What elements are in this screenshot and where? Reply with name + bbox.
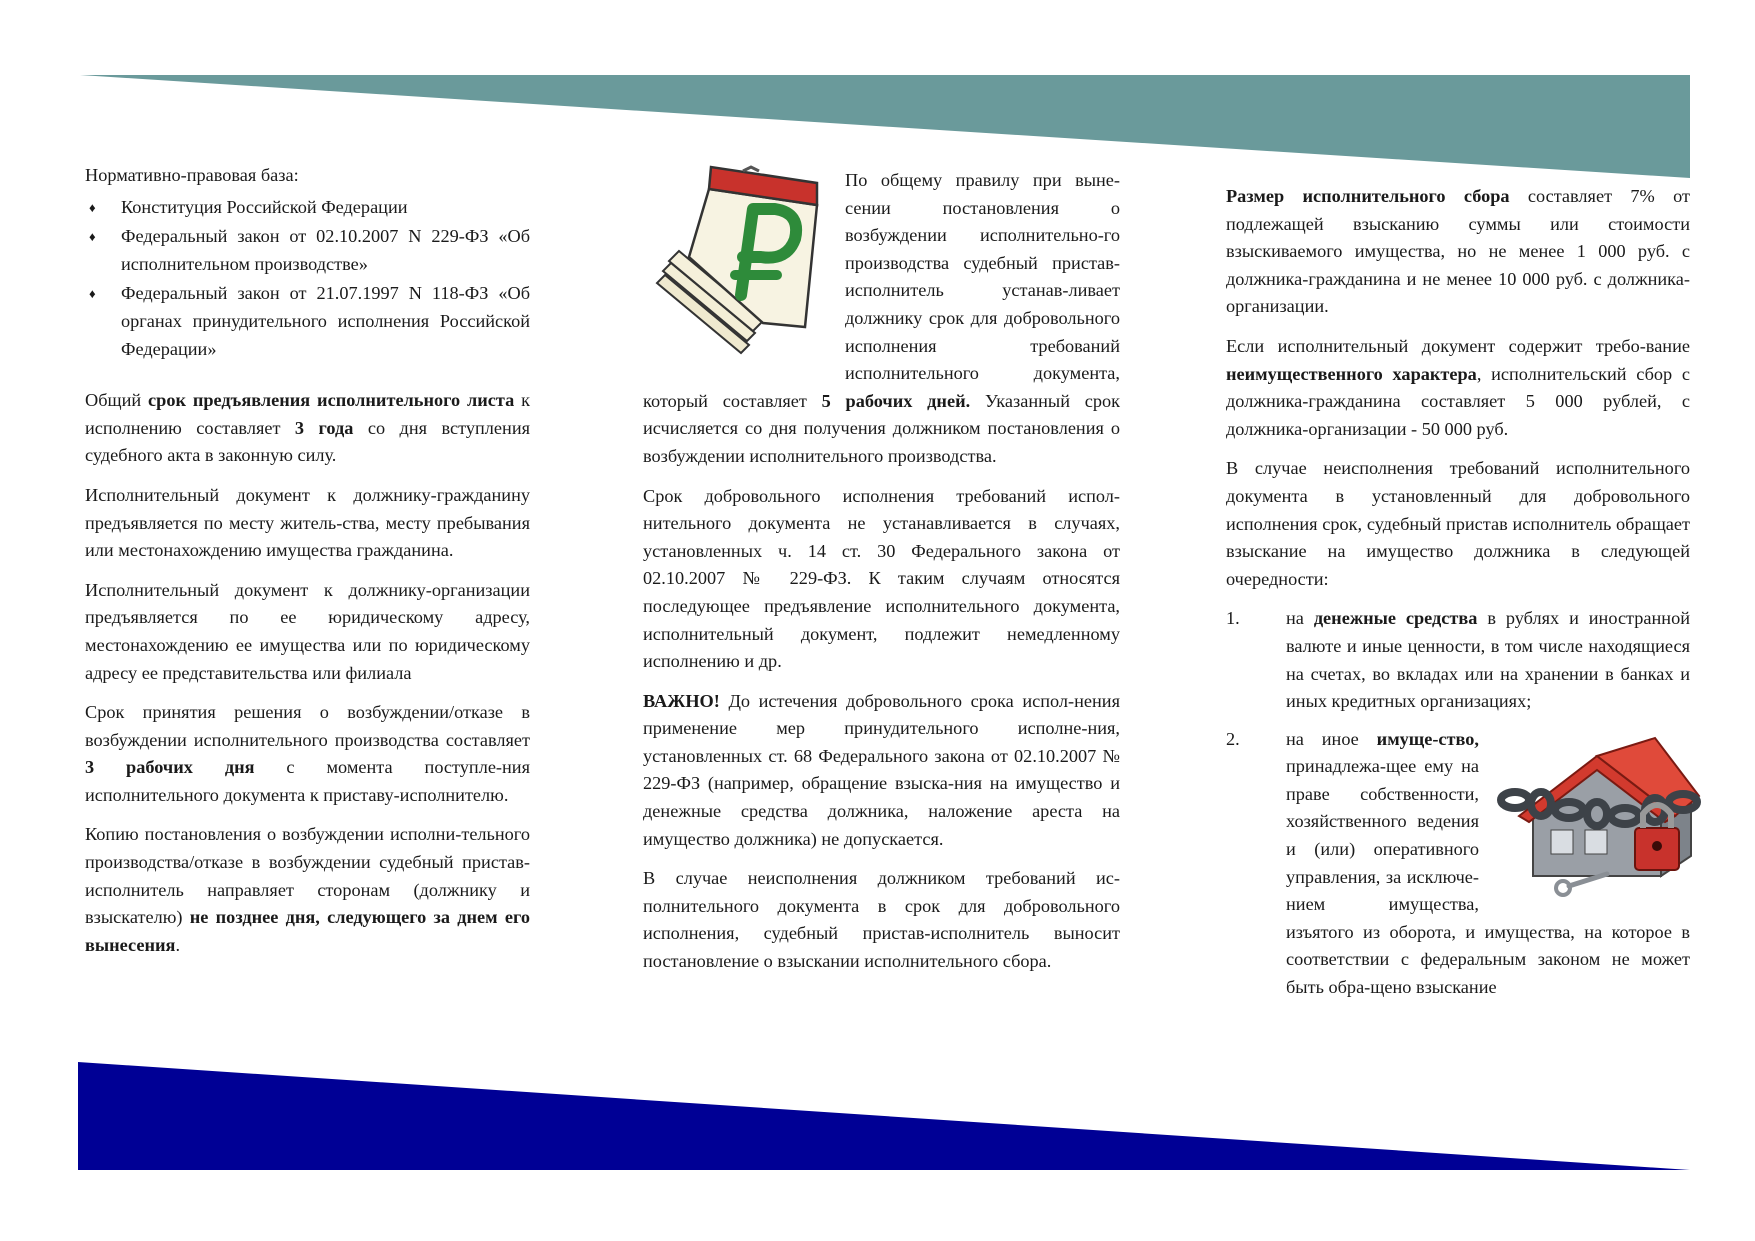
organization-debtor-paragraph: Исполнительный документ к должнику-организации предъявляется по ее юридическому адресу, местонахождению ее имущества или по юридическому адресу ее представительства или филиала [85,579,530,683]
fee-size-paragraph: Размер исполнительного сбора составляет 7% от подлежащей взысканию суммы или стоимости взыскиваемого имущества, но не менее 1 000 руб. с должника-гражданина и не менее 10 000 руб. с должника-организации. [1226,186,1690,317]
ruble-calendar-icon [637,157,837,362]
presentation-term-paragraph: Общий срок предъявления исполнительного листа к исполнению составляет 3 года со дня вступления судебного акта в законную силу. [85,390,531,466]
list-item: 2. на иное имуще-ство, принадлежа-щее ему на праве собственности, хозяйственного ведения и (или) оперативного управления, за исключе-нием имущества, изъятого из оборота, и имущества, на которое в соответствии с федеральным законом не может быть обра-щено взыскание [1226,726,1690,1002]
important-notice-paragraph: ВАЖНО! До истечения добровольного срока испол-нения применение мер принудительного исполне-ния, установленных ст. 68 Федерального закона от 02.10.2007 № 229-ФЗ (например, обращение взыска-ния на имущество и денежные средства должника, наложение ареста на имущество должника) не допускается. [643,690,1120,849]
column-voluntary-term [643,167,1120,988]
voluntary-term-paragraph: По общему правилу при выне-сении постановления о возбуждении исполнительно-го производства судебный пристав-исполнитель устанав-ливает должнику срок для добровольного исполнения требований исполнительного документа, который составляет 5 рабочих дней. Указанный срок исчисляется со дня получения должником постановления о возбуждении исполнительного производства. [643,170,1121,466]
bottom-navy-band [78,1062,1690,1170]
no-voluntary-term-paragraph: Срок добровольного исполнения требований испол-нительного документа не устанавливается в случаях, установленных ч. 14 ст. 30 Федерального закона от 02.10.2007 № 229-ФЗ. К таким случаям относятся последующее предъявление исполнительного документа, исполнительный документ, подлежит немедленному исполнению и др. [643,485,1120,672]
column-enforcement-fee [1226,183,1690,1012]
copy-resolution-paragraph: Копию постановления о возбуждении исполни-тельного производства/отказе в возбуждении судебный пристав-исполнитель направляет сторонам (должнику и взыскателю) не позднее дня, следующего за днем его вынесения. [85,824,530,955]
diamond-bullet-icon: ♦ [89,229,96,245]
law-item: ♦ Федеральный закон от 21.07.1997 N 118-ФЗ «Об органах принудительного исполнения Российской Федерации» [85,280,530,363]
citizen-debtor-paragraph: Исполнительный документ к должнику-гражданину предъявляется по месту житель-ства, месту пребывания или местонахождению имущества гражданина. [85,484,530,561]
law-item: ♦ Конституция Российской Федерации [85,194,530,222]
diamond-bullet-icon: ♦ [89,286,96,302]
laws-list [85,194,530,364]
list-item: 1. на денежные средства в рублях и иностранной валюте и иные ценности, в том числе находящиеся на счетах, во вкладах или на хранении в банках и иных кредитных организациях; [1226,608,1691,712]
recovery-order-paragraph: В случае неисполнения требований исполнительного документа в установленный для добровольного исполнения срок, судебный пристав исполнитель обращает взыскание на имущество должника в следующей очередности: [1226,458,1690,589]
column-legal-basis [85,162,530,971]
law-item: ♦ Федеральный закон от 02.10.2007 N 229-ФЗ «Об исполнительном производстве» [85,223,530,278]
non-property-fee-paragraph: Если исполнительный документ содержит требо-вание неимущественного характера, исполнительский сбор с должника-гражданина составляет 5 000 рублей, с должника-организации - 50 000 руб. [1226,335,1690,439]
chained-house-icon [1485,726,1710,898]
enforcement-fee-decision-paragraph: В случае неисполнения должником требований ис-полнительного документа в срок для добровольного исполнения, судебный пристав-исполнитель выносит постановление о взыскании исполнительного сбора. [643,868,1120,972]
legal-basis-heading: Нормативно-правовая база: [85,165,299,185]
decision-term-paragraph: Срок принятия решения о возбуждении/отказе в возбуждении исполнительного производства составляет 3 рабочих дня с момента поступле-ния исполнительного документа к приставу-исполнителю. [85,702,531,805]
diamond-bullet-icon: ♦ [89,199,96,215]
recovery-order-list [1226,605,1690,1001]
